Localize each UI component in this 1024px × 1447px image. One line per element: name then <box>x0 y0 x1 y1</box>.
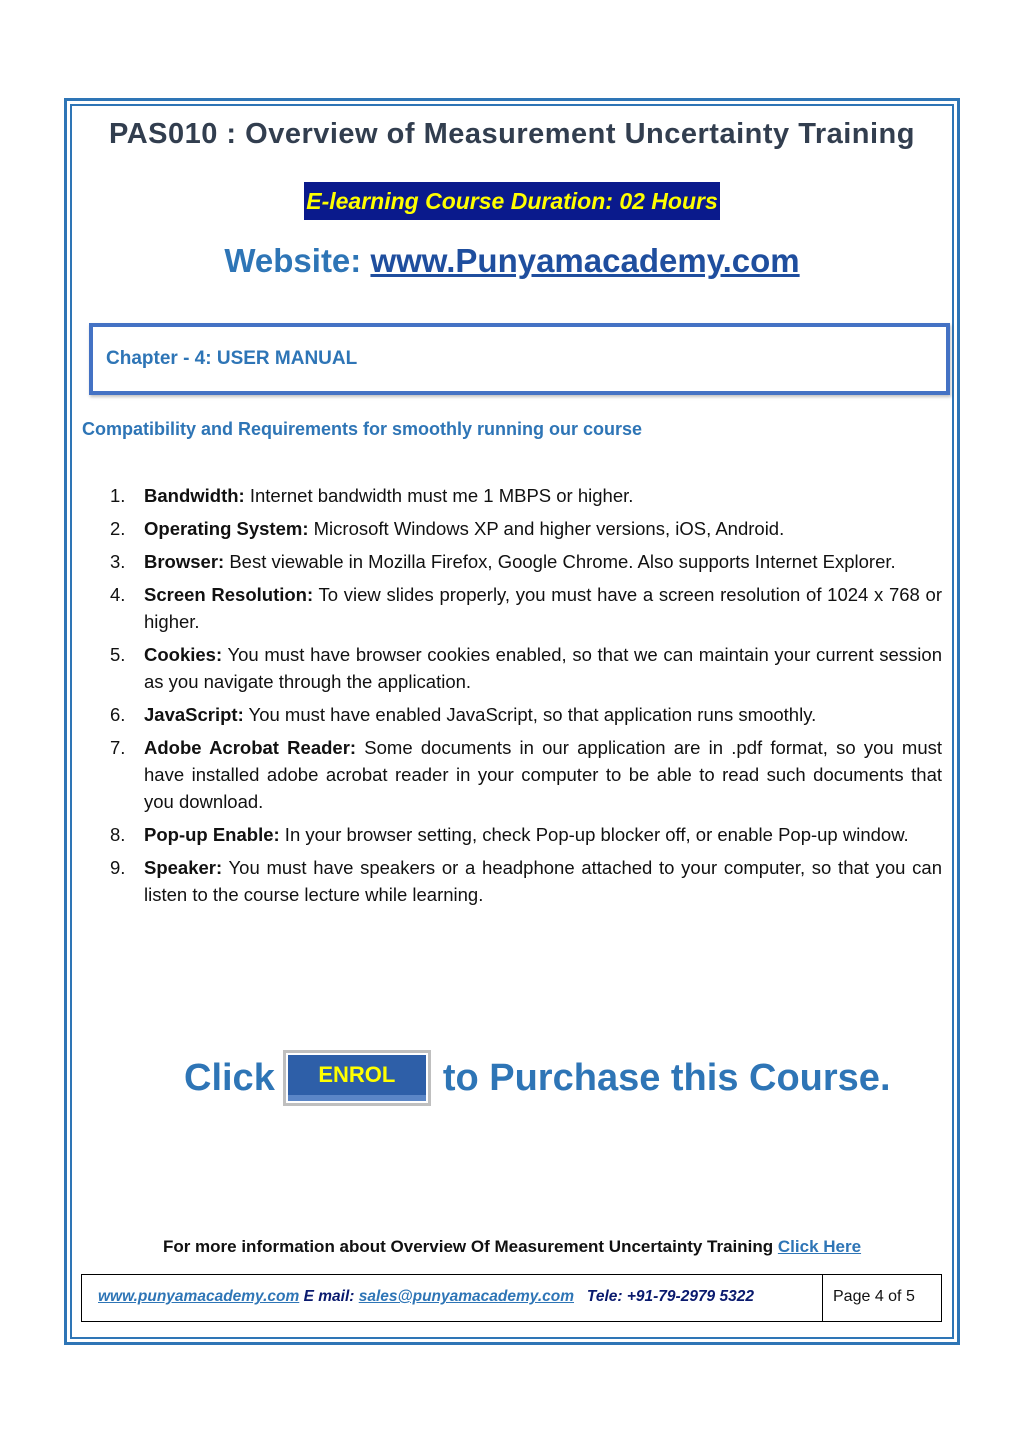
chapter-heading: Chapter - 4: USER MANUAL <box>106 348 358 369</box>
page-number: Page 4 of 5 <box>833 1288 915 1305</box>
website-link[interactable]: www.Punyamacademy.com <box>370 242 800 279</box>
requirement-text: You must have enabled JavaScript, so that application runs smoothly. <box>243 704 817 725</box>
requirement-item <box>110 734 942 815</box>
requirement-text: You must have speakers or a headphone attached to your computer, so that you can listen to the course lecture while learning. <box>144 857 942 905</box>
requirement-number: 7. <box>110 737 126 758</box>
requirement-item <box>110 581 942 635</box>
requirement-item <box>110 548 942 575</box>
requirement-number: 9. <box>110 857 126 878</box>
requirement-item <box>110 821 942 848</box>
requirement-heading: Cookies: <box>144 644 223 665</box>
requirement-heading: JavaScript: <box>144 704 244 725</box>
requirement-text: Best viewable in Mozilla Firefox, Google Chrome. Also supports Internet Explorer. <box>224 551 896 572</box>
duration-text: E-learning Course Duration: 02 Hours <box>304 182 720 220</box>
compatibility-heading: Compatibility and Requirements for smoothly running our course <box>82 419 643 439</box>
requirement-text: In your browser setting, check Pop-up blocker off, or enable Pop-up window. <box>279 824 909 845</box>
footer-phone: Tele: +91-79-2979 5322 <box>574 1288 754 1305</box>
requirement-heading: Speaker: <box>144 857 223 878</box>
cta-suffix: to Purchase this Course. <box>442 1056 891 1099</box>
cta-prefix: Click <box>184 1056 275 1099</box>
website-label: Website: <box>224 242 371 279</box>
requirement-heading: Screen Resolution: <box>144 584 314 605</box>
requirement-item <box>110 482 942 509</box>
click-here-link[interactable]: Click Here <box>777 1237 862 1256</box>
requirement-number: 6. <box>110 704 126 725</box>
requirements-list <box>110 482 942 914</box>
requirement-number: 4. <box>110 584 126 605</box>
duration-banner <box>0 182 1024 220</box>
enrol-cta <box>184 1050 891 1106</box>
footer-contact <box>98 1288 754 1306</box>
more-info-line <box>0 1237 1024 1257</box>
enrol-button-label: ENROL <box>288 1055 426 1101</box>
requirement-number: 8. <box>110 824 126 845</box>
requirement-item <box>110 701 942 728</box>
requirement-text: Internet bandwidth must me 1 MBPS or higher. <box>244 485 634 506</box>
footer-email-label: E mail: <box>299 1288 359 1305</box>
requirement-heading: Operating System: <box>144 518 309 539</box>
requirement-text: Some documents in our application are in .pdf format, so you must have installed adobe acrobat reader in your computer to be able to read such documents that you download. <box>144 737 942 812</box>
requirement-number: 1. <box>110 485 126 506</box>
requirement-heading: Adobe Acrobat Reader: <box>144 737 357 758</box>
requirement-number: 5. <box>110 644 126 665</box>
footer-website-link[interactable]: www.punyamacademy.com <box>98 1288 300 1305</box>
requirement-number: 3. <box>110 551 126 572</box>
requirement-heading: Pop-up Enable: <box>144 824 280 845</box>
requirement-text: To view slides properly, you must have a screen resolution of 1024 x 768 or higher. <box>144 584 942 632</box>
requirement-heading: Browser: <box>144 551 225 572</box>
page-title: PAS010 : Overview of Measurement Uncertainty Training <box>109 118 915 150</box>
footer-email-link[interactable]: sales@punyamacademy.com <box>358 1288 575 1305</box>
more-info-text: For more information about Overview Of Measurement Uncertainty Training <box>162 1237 778 1256</box>
requirement-text: Microsoft Windows XP and higher versions, iOS, Android. <box>308 518 785 539</box>
requirement-number: 2. <box>110 518 126 539</box>
requirement-item <box>110 854 942 908</box>
requirement-item <box>110 641 942 695</box>
requirement-heading: Bandwidth: <box>144 485 245 506</box>
footer-divider <box>822 1274 823 1322</box>
enrol-button[interactable] <box>283 1050 431 1106</box>
requirement-item <box>110 515 942 542</box>
requirement-text: You must have browser cookies enabled, so that we can maintain your current session as you navigate through the application. <box>144 644 942 692</box>
website-line <box>0 242 1024 280</box>
